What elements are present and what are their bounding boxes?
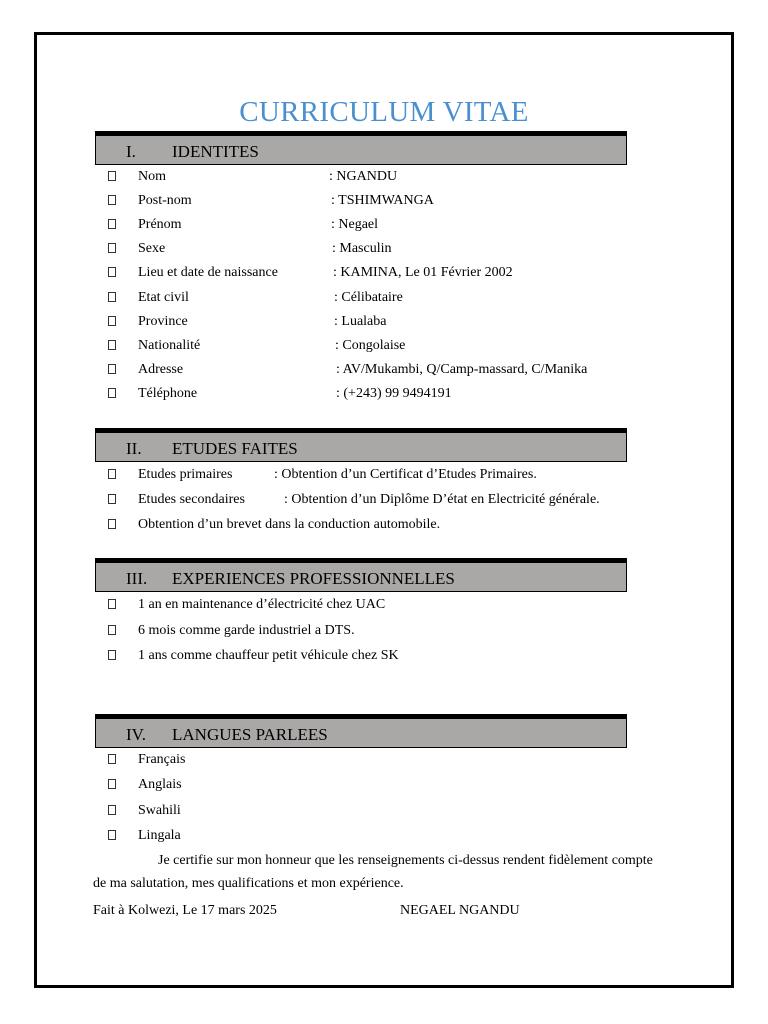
section-title: ETUDES FAITES	[172, 439, 298, 458]
experience-text: 1 ans comme chauffeur petit véhicule chez SK	[138, 648, 399, 663]
field-value: : Obtention d’un Diplôme D’état en Electricité générale.	[284, 492, 600, 507]
langue-text: Anglais	[138, 777, 182, 792]
bullet-icon	[108, 243, 116, 253]
place-date: Fait à Kolwezi, Le 17 mars 2025	[93, 903, 277, 918]
section-header-experiences	[95, 558, 627, 592]
section-header-etudes	[95, 428, 627, 462]
field-label: Etudes primaires	[138, 467, 233, 482]
field-value: : TSHIMWANGA	[331, 193, 434, 208]
field-label: Nom	[138, 169, 166, 184]
bullet-icon	[108, 195, 116, 205]
langue-text: Lingala	[138, 828, 181, 843]
field-label: Sexe	[138, 241, 166, 256]
section-number: I.	[126, 142, 136, 161]
field-label: Nationalité	[138, 338, 201, 353]
section-number: III.	[126, 569, 148, 588]
bullet-icon	[108, 171, 116, 181]
field-label: Téléphone	[138, 386, 198, 401]
field-label: Post-nom	[138, 193, 192, 208]
bullet-icon	[108, 599, 116, 609]
bullet-icon	[108, 388, 116, 398]
field-value: : NGANDU	[329, 169, 398, 184]
field-label: Etat civil	[138, 290, 189, 305]
bullet-icon	[108, 267, 116, 277]
langue-text: Français	[138, 752, 186, 767]
experience-text: 6 mois comme garde industriel a DTS.	[138, 623, 355, 638]
bullet-icon	[108, 830, 116, 840]
field-label: Lieu et date de naissance	[138, 265, 278, 280]
field-label: Obtention d’un brevet dans la conduction automobile.	[138, 517, 441, 532]
bullet-icon	[108, 469, 116, 479]
field-value: : Congolaise	[335, 338, 406, 353]
section-number: IV.	[126, 725, 146, 744]
signature-name: NEGAEL NGANDU	[400, 903, 520, 918]
field-value: : Obtention d’un Certificat d’Etudes Primaires.	[274, 467, 537, 482]
field-label: Etudes secondaires	[138, 492, 245, 507]
bullet-icon	[108, 292, 116, 302]
section-number: II.	[126, 439, 142, 458]
field-label: Province	[138, 314, 188, 329]
bullet-icon	[108, 650, 116, 660]
field-value: : Lualaba	[334, 314, 387, 329]
section-title: IDENTITES	[172, 142, 259, 161]
field-value: : Masculin	[332, 241, 392, 256]
section-title: EXPERIENCES PROFESSIONNELLES	[172, 569, 455, 588]
field-value: : Célibataire	[334, 290, 403, 305]
bullet-icon	[108, 779, 116, 789]
bullet-icon	[108, 754, 116, 764]
field-label: Prénom	[138, 217, 182, 232]
field-value: : AV/Mukambi, Q/Camp-massard, C/Manika	[336, 362, 588, 377]
field-value: : KAMINA, Le 01 Février 2002	[333, 265, 513, 280]
certification-line-2: de ma salutation, mes qualifications et mon expérience.	[93, 876, 404, 891]
bullet-icon	[108, 340, 116, 350]
certification-line-1: Je certifie sur mon honneur que les renseignements ci-dessus rendent fidèlement compte	[158, 853, 653, 868]
bullet-icon	[108, 494, 116, 504]
bullet-icon	[108, 805, 116, 815]
bullet-icon	[108, 316, 116, 326]
bullet-icon	[108, 364, 116, 374]
field-label: Adresse	[138, 362, 184, 377]
experience-text: 1 an en maintenance d’électricité chez UAC	[138, 597, 386, 612]
section-title: LANGUES PARLEES	[172, 725, 328, 744]
bullet-icon	[108, 219, 116, 229]
bullet-icon	[108, 625, 116, 635]
field-value: : (+243) 99 9494191	[336, 386, 452, 401]
section-header-identites	[95, 131, 627, 165]
bullet-icon	[108, 519, 116, 529]
langue-text: Swahili	[138, 803, 181, 818]
document-title: CURRICULUM VITAE	[239, 96, 529, 128]
section-header-langues	[95, 714, 627, 748]
field-value: : Negael	[331, 217, 379, 232]
